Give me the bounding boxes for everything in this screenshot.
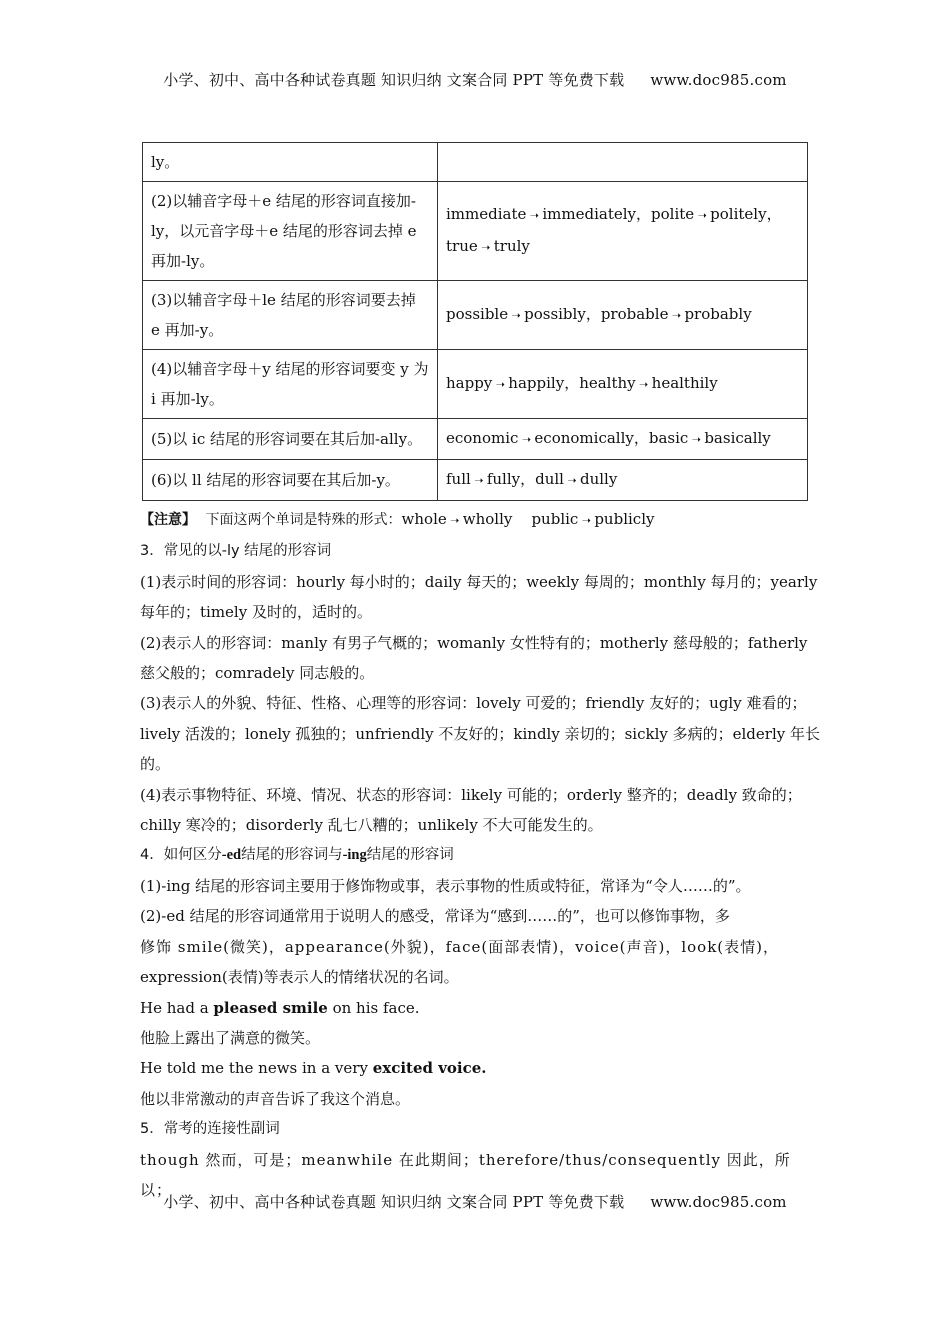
- table-row: [143, 460, 808, 501]
- adjective: healthy: [579, 374, 636, 392]
- note-word: whole: [401, 510, 447, 528]
- arrow-icon: ➝: [529, 209, 539, 222]
- table-row: [143, 143, 808, 182]
- header-site: www.doc985.com: [650, 71, 787, 89]
- note-word: public: [531, 510, 579, 528]
- adjective: happy: [446, 374, 493, 392]
- adverb: truly: [493, 237, 530, 255]
- example-2-translation: 他以非常激动的声音告诉了我这个消息。: [140, 1089, 411, 1108]
- rule-cell: ly。: [143, 143, 438, 182]
- header-text: 小学、初中、高中各种试卷真题 知识归纳 文案合同 PPT 等免费下载: [163, 71, 625, 89]
- rule-cell: (2)以辅音字母＋e 结尾的形容词直接加-ly，以元音字母＋e 结尾的形容词去掉 e 再加-ly。: [143, 182, 438, 281]
- section5-line: though 然而，可是；meanwhile 在此期间；therefore/thus/consequently 因此，所以；: [140, 1150, 791, 1199]
- example-2: He told me the news in a very excited voice.: [140, 1059, 487, 1078]
- adjective: full: [446, 470, 471, 488]
- arrow-icon: ➝: [581, 514, 591, 527]
- adverb: healthily: [651, 374, 718, 392]
- adjective: dull: [535, 470, 564, 488]
- content: [140, 504, 820, 1205]
- adverb: fully: [486, 470, 521, 488]
- example-1: He had a pleased smile on his face.: [140, 998, 420, 1017]
- section4-item-1: (1)-ing 结尾的形容词主要用于修饰物或事，表示事物的性质或特征，常译为“令人……的”。: [140, 876, 751, 895]
- table-row: [143, 419, 808, 460]
- adjective: economic: [446, 429, 519, 447]
- arrow-icon: ➝: [521, 433, 532, 446]
- examples-cell: [438, 143, 808, 182]
- arrow-icon: ➝: [691, 433, 701, 446]
- footer-text: 小学、初中、高中各种试卷真题 知识归纳 文案合同 PPT 等免费下载: [163, 1193, 625, 1211]
- section3-item-3: (3)表示人的外貌、特征、性格、心理等的形容词：lovely 可爱的；friendly 友好的；ugly 难看的；lively 活泼的；lonely 孤独的；unfriendly 不友好的；kindly 亲切的；sickly 多病的；elderly 年长的。: [140, 694, 820, 774]
- arrow-icon: ➝: [495, 378, 505, 391]
- rule-cell: (3)以辅音字母＋le 结尾的形容词要去掉 e 再加-y。: [143, 281, 438, 350]
- examples-cell: full ➝ fully，dull ➝ dully: [438, 460, 808, 501]
- section4-item-2c: expression(表情)等表示人的情绪状况的名词。: [140, 968, 459, 987]
- note-pairs: [402, 510, 655, 528]
- arrow-icon: ➝: [639, 378, 649, 391]
- adjective: basic: [648, 429, 689, 447]
- adjective: probable: [600, 305, 669, 323]
- rule-cell: (4)以辅音字母＋y 结尾的形容词要变 y 为 i 再加-ly。: [143, 350, 438, 419]
- adverb: possibly: [524, 305, 586, 323]
- adverb: economically: [534, 429, 634, 447]
- adverb: probably: [684, 305, 752, 323]
- rule-cell: (5)以 ic 结尾的形容词要在其后加-ally。: [143, 419, 438, 460]
- section4-item-2b: 修饰 smile(微笑)，appearance(外貌)，face(面部表情)，voice(声音)，look(表情)，: [140, 937, 780, 956]
- adverb: dully: [579, 470, 618, 488]
- arrow-icon: ➝: [474, 474, 484, 487]
- note-text: 下面这两个单词是特殊的形式：: [205, 512, 402, 528]
- adverb: immediately: [542, 205, 637, 223]
- table-row: [143, 350, 808, 419]
- page-footer: [0, 1191, 950, 1212]
- page-header: [0, 69, 950, 90]
- table-row: [143, 281, 808, 350]
- adjective: true: [446, 237, 478, 255]
- arrow-icon: ➝: [511, 309, 521, 322]
- example-1-translation: 他脸上露出了满意的微笑。: [140, 1028, 321, 1047]
- section3-item-1: (1)表示时间的形容词：hourly 每小时的；daily 每天的；weekly 每周的；monthly 每月的；yearly 每年的；timely 及时的，适时的。: [140, 572, 818, 622]
- adjective: immediate: [446, 205, 527, 223]
- section3-item-4: (4)表示事物特征、环境、情况、状态的形容词：likely 可能的；orderly 整齐的；deadly 致命的；chilly 寒冷的；disorderly 乱七八糟的；unlikely 不大可能发生的。: [140, 785, 802, 835]
- adverb: basically: [704, 429, 771, 447]
- examples-cell: happy ➝ happily，healthy ➝ healthily: [438, 350, 808, 419]
- examples-cell: economic ➝ economically，basic ➝ basically: [438, 419, 808, 460]
- section3-item-2: (2)表示人的形容词：manly 有男子气概的；womanly 女性特有的；motherly 慈母般的；fatherly 慈父般的；comradely 同志般的。: [140, 633, 808, 683]
- section4-item-2a: (2)-ed 结尾的形容词通常用于说明人的感受，常译为“感到……的”，也可以修饰事物，多: [140, 907, 730, 926]
- examples-cell: immediate ➝ immediately，polite ➝ politely， true ➝ truly: [438, 182, 808, 281]
- adverb-rules-table: [142, 142, 808, 501]
- arrow-icon: ➝: [567, 474, 577, 487]
- adverb: happily: [508, 374, 565, 392]
- section5-title: 5．常考的连接性副词: [140, 1121, 280, 1138]
- arrow-icon: ➝: [450, 514, 460, 527]
- section4-title: 4．如何区分-ed结尾的形容词与-ing结尾的形容词: [140, 847, 454, 864]
- adjective: possible: [446, 305, 509, 323]
- section3-title: 3．常见的以-ly 结尾的形容词: [140, 543, 332, 560]
- footer-site: www.doc985.com: [650, 1193, 787, 1211]
- examples-cell: possible ➝ possibly，probable ➝ probably: [438, 281, 808, 350]
- note-word-adverb: publicly: [594, 510, 655, 528]
- note: [140, 504, 820, 536]
- arrow-icon: ➝: [481, 241, 491, 254]
- note-word-adverb: wholly: [462, 510, 513, 528]
- arrow-icon: ➝: [697, 209, 707, 222]
- adverb: politely: [710, 205, 767, 223]
- note-label: 【注意】: [140, 512, 196, 528]
- arrow-icon: ➝: [671, 309, 682, 322]
- rule-cell: (6)以 ll 结尾的形容词要在其后加-y。: [143, 460, 438, 501]
- adjective: polite: [651, 205, 695, 223]
- table-row: [143, 182, 808, 281]
